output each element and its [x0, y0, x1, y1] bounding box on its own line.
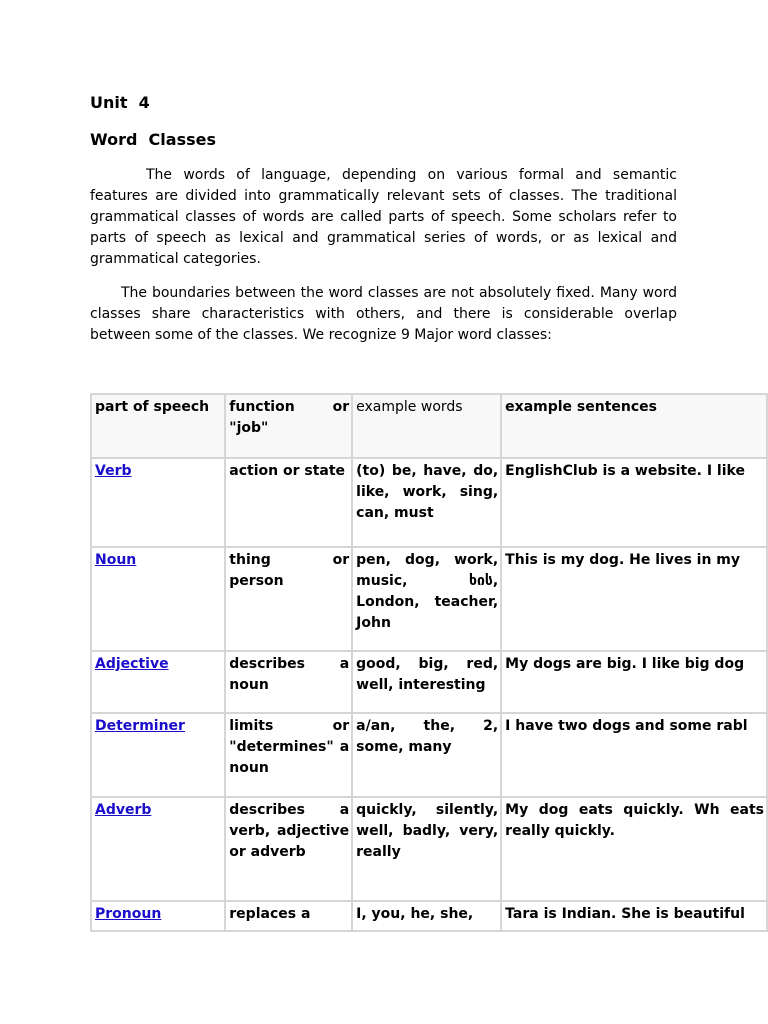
- sentences-cell: I have two dogs and some rabl: [501, 713, 767, 797]
- sentences-cell: Tara is Indian. She is beautiful: [501, 901, 767, 931]
- header-example-sentences: example sentences: [501, 394, 767, 458]
- part-cell: [91, 458, 225, 547]
- examples-cell: I, you, he, she,: [352, 901, 501, 931]
- function-cell: limits or "determines" a noun: [225, 713, 352, 797]
- determiner-link[interactable]: Determiner: [95, 718, 185, 734]
- sentences-cell: This is my dog. He lives in my: [501, 547, 767, 651]
- table-row: [91, 651, 767, 713]
- function-cell: describes a noun: [225, 651, 352, 713]
- verb-link[interactable]: Verb: [95, 463, 132, 479]
- function-cell: action or state: [225, 458, 352, 547]
- sentences-cell: My dogs are big. I like big dog: [501, 651, 767, 713]
- examples-cell: quickly, silently, well, badly, very, really: [352, 797, 501, 901]
- header-example-words: example words: [352, 394, 501, 458]
- word-classes-table: [90, 393, 768, 932]
- adverb-link[interactable]: Adverb: [95, 802, 152, 818]
- table-header-row: [91, 394, 767, 458]
- boundaries-paragraph: The boundaries between the word classes are not absolutely fixed. Many word classes share characteristics with others, and there is considerable overlap between some of the classes. We recognize 9 Major word classes:: [90, 285, 677, 343]
- part-cell: [91, 797, 225, 901]
- header-function: function or "job": [225, 394, 352, 458]
- table-row: [91, 901, 767, 931]
- table-row: [91, 458, 767, 547]
- adjective-link[interactable]: Adjective: [95, 656, 169, 672]
- part-cell: [91, 651, 225, 713]
- sentences-cell: EnglishClub is a website. I like: [501, 458, 767, 547]
- sentences-cell: My dog eats quickly. Wh eats really quickly.: [501, 797, 767, 901]
- pronoun-link[interactable]: Pronoun: [95, 906, 162, 922]
- part-cell: [91, 547, 225, 651]
- table-row: [91, 547, 767, 651]
- header-part-of-speech: part of speech: [91, 394, 225, 458]
- intro-paragraph: The words of language, depending on various formal and semantic features are divided into grammatically relevant sets of classes. The traditional grammatical classes of words are called parts of speech. Some scholars refer to parts of speech as lexical and grammatical series of words, or as lexical and grammatical categories.: [90, 167, 677, 267]
- examples-cell: (to) be, have, do, like, work, sing, can, must: [352, 458, 501, 547]
- examples-cell: pen, dog, work, music, ხის, London, teacher, John: [352, 547, 501, 651]
- section-title: Word Classes: [90, 130, 216, 149]
- table-row: [91, 797, 767, 901]
- function-cell: describes a verb, adjective or adverb: [225, 797, 352, 901]
- unit-heading: Unit 4: [90, 93, 150, 112]
- function-cell: thing or person: [225, 547, 352, 651]
- part-cell: [91, 713, 225, 797]
- part-cell: [91, 901, 225, 931]
- noun-link[interactable]: Noun: [95, 552, 137, 568]
- function-cell: replaces a: [225, 901, 352, 931]
- examples-cell: a/an, the, 2, some, many: [352, 713, 501, 797]
- examples-cell: good, big, red, well, interesting: [352, 651, 501, 713]
- table-row: [91, 713, 767, 797]
